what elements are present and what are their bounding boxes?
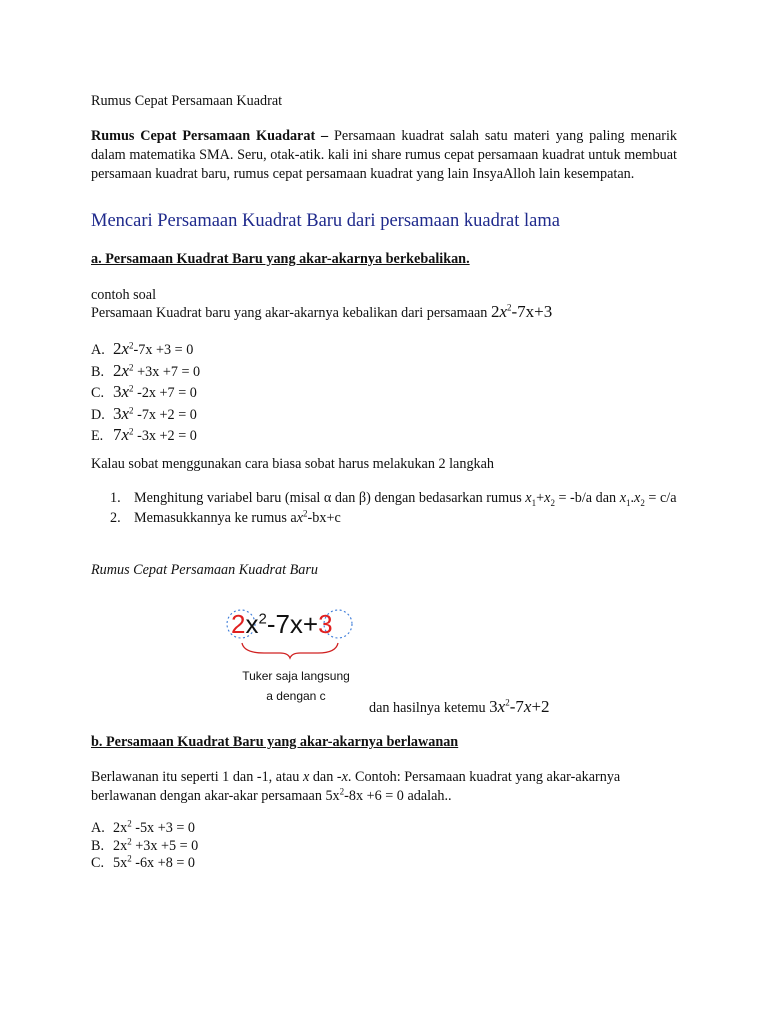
option-b: [91, 835, 199, 856]
text-span: . Contoh: Persamaan kuadrat yang akar-akarnya: [347, 769, 621, 785]
caption-line-2: a dengan c: [266, 689, 326, 703]
question-equation: [491, 302, 552, 321]
kalau-text: Kalau sobat menggunakan cara biasa sobat harus melakukan 2 langkah: [91, 456, 495, 472]
eq-exp: 2: [506, 302, 512, 313]
question-text: Persamaan Kuadrat baru yang akar-akarnya kebalikan dari persamaan: [91, 305, 488, 321]
step-2: [110, 509, 680, 527]
formula-sub: 2: [550, 497, 555, 508]
formula-op: +: [536, 490, 545, 506]
option-rest: -3x +2 = 0: [133, 428, 197, 444]
option-rest: -6x +8 = 0: [131, 855, 195, 871]
option-exp: 2: [129, 361, 134, 372]
result-line: [369, 697, 550, 718]
option-rest: -2x +7 = 0: [133, 385, 197, 401]
part-a-options: [91, 339, 200, 447]
var-x: x: [302, 769, 310, 785]
eq-var: x: [245, 609, 259, 639]
eq-middle: -7x+: [266, 609, 319, 639]
step-2-main: Memasukkannya ke rumus a: [134, 510, 297, 526]
option-exp: 2: [129, 340, 134, 351]
option-exp: 2: [129, 426, 134, 437]
coef-c: 3: [318, 609, 333, 639]
part-b-heading: b. Persamaan Kuadrat Baru yang akar-akarnya berlawanan: [91, 734, 459, 750]
step-1-dan: dan: [595, 490, 620, 506]
option-coef: 2x: [113, 837, 128, 854]
step-1-main: Menghitung variabel baru (misal α dan β) dengan bedasarkan rumus: [134, 490, 526, 506]
option-label: D.: [91, 406, 105, 423]
eq-coef: 2: [490, 302, 500, 321]
option-a: [91, 820, 198, 838]
option-label: A.: [91, 820, 105, 836]
formula-x: x: [619, 490, 626, 506]
option-b: [91, 361, 200, 383]
eq-rest: -7x+3: [511, 302, 553, 321]
option-var: x: [121, 360, 130, 380]
option-a: [91, 339, 200, 361]
eq-mid: -7: [509, 697, 524, 716]
option-e: [91, 425, 200, 447]
formula-rest: -bx+c: [307, 510, 341, 526]
option-exp: 2: [127, 853, 132, 864]
option-rest: +3x +7 = 0: [133, 363, 201, 380]
intro-lead: Rumus Cepat Persamaan Kuadarat: [91, 128, 316, 144]
option-label: B.: [91, 363, 105, 380]
option-exp: 2: [129, 383, 134, 394]
part-a-heading: a. Persamaan Kuadrat Baru yang akar-akarnya berkebalikan.: [91, 251, 470, 267]
section-heading: Mencari Persamaan Kuadrat Baru dari persamaan kuadrat lama: [91, 211, 560, 231]
option-coef: 5x: [113, 855, 128, 871]
option-exp: 2: [127, 835, 132, 846]
brace-icon: [242, 643, 338, 658]
formula-sub: 2: [640, 497, 645, 508]
option-label: E.: [91, 428, 104, 444]
formula-x: x: [544, 490, 551, 506]
doc-title: Rumus Cepat Persamaan Kuadrat: [91, 93, 283, 109]
option-var: x: [121, 339, 130, 358]
intro-dash: –: [315, 128, 335, 144]
option-exp: 2: [127, 818, 132, 829]
eq-var: x: [499, 302, 507, 321]
option-rest: -7x +3 = 0: [133, 342, 194, 358]
result-text: dan hasilnya ketemu: [369, 700, 486, 716]
part-b-options: [91, 820, 198, 873]
option-rest: -7x +2 = 0: [133, 406, 197, 423]
option-c: [91, 382, 200, 404]
text-span: -8x +6 = 0 adalah..: [344, 788, 452, 804]
option-rest: -5x +3 = 0: [131, 820, 195, 836]
option-label: C.: [91, 855, 105, 871]
intro-paragraph: [91, 127, 677, 184]
result-equation: [489, 697, 549, 716]
option-coef: 3: [113, 382, 122, 401]
option-label: B.: [91, 837, 105, 854]
part-b-line-1: [91, 768, 681, 787]
formula-exp: 2: [303, 508, 308, 519]
formula-sub: 1: [626, 497, 631, 508]
exp: 2: [339, 786, 345, 797]
step-1: [110, 489, 680, 507]
eq-var: x: [497, 697, 506, 716]
option-rest: +3x +5 = 0: [131, 837, 199, 854]
formula-x: x: [634, 490, 641, 506]
option-d: [91, 404, 200, 426]
step-2-text: [134, 509, 680, 527]
option-label: A.: [91, 342, 105, 358]
coef-a: 2: [231, 609, 246, 639]
text-span: berlawanan dengan akar-akar persamaan 5x: [91, 788, 340, 804]
text-span: dan -: [309, 769, 342, 785]
option-exp: 2: [129, 404, 134, 415]
formula-result: = -b/a: [554, 490, 593, 506]
option-var: x: [121, 403, 130, 423]
eq-exp: 2: [258, 610, 267, 628]
formula-sub: 1: [531, 497, 537, 508]
formula-x: x: [525, 490, 532, 506]
text-span: Berlawanan itu seperti 1 dan -1, atau: [91, 769, 303, 785]
part-a-question: [91, 302, 552, 323]
step-number: 1.: [110, 490, 121, 506]
contoh-soal-label: contoh soal: [91, 287, 157, 303]
figure-caption: [226, 666, 366, 706]
option-coef: 7: [113, 425, 122, 444]
formula-x: x: [296, 510, 304, 526]
formula-result: = c/a: [644, 490, 677, 506]
rumus-cepat-title: Rumus Cepat Persamaan Kuadrat Baru: [91, 562, 318, 578]
option-coef: 2x: [113, 820, 128, 836]
option-var: x: [121, 382, 130, 401]
option-coef: 2: [113, 360, 122, 380]
part-b-paragraph: [91, 768, 681, 806]
intro-text: Persamaan kuadrat salah satu materi yang paling menarik dalam matematika SMA. Seru, otak-atik. kali ini share rumus cepat persamaan kuadrat untuk membuat persamaan kuadrat baru, rumus cepat persamaan kuadrat yang lain InsyaAlloh lain kesempatan.: [91, 128, 678, 182]
var-x: x: [341, 769, 348, 785]
caption-line-1: Tuker saja langsung: [242, 669, 350, 683]
steps-list: [110, 489, 680, 527]
option-coef: 3: [113, 403, 122, 423]
swap-equation: [231, 609, 333, 639]
option-c: [91, 855, 198, 873]
option-var: x: [121, 425, 130, 444]
eq-var: x: [523, 697, 532, 716]
eq-coef: 3: [489, 697, 498, 716]
step-1-text: [134, 489, 680, 507]
eq-exp: 2: [505, 697, 510, 708]
formula-op: .: [630, 490, 635, 506]
step-number: 2.: [110, 510, 121, 526]
part-b-line-2: [91, 787, 681, 806]
option-label: C.: [91, 385, 105, 401]
option-coef: 2: [113, 339, 122, 358]
eq-tail: +2: [531, 697, 550, 716]
